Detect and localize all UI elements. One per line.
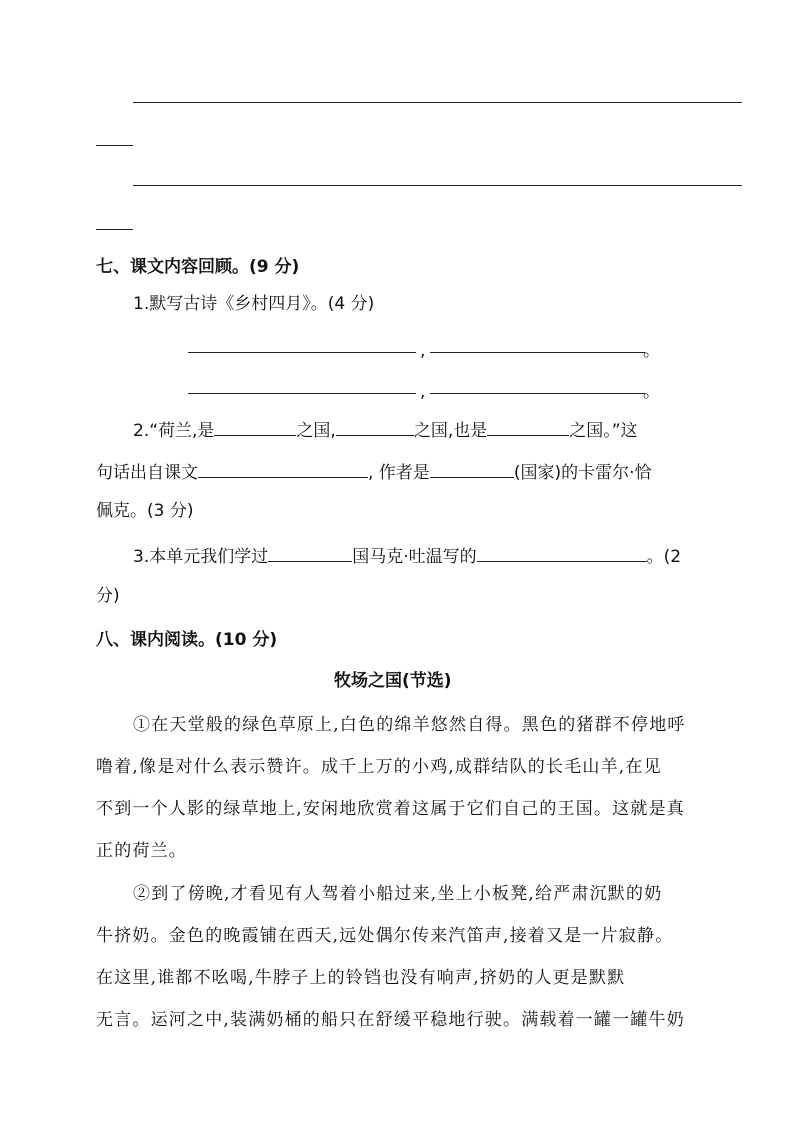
poem-blank-4[interactable] [430,393,645,394]
q3-text-2: 国马克·吐温写的 [352,547,477,567]
section-7-title: 七、课文内容回顾。(9 分) [96,257,300,277]
para2-line1: ②到了傍晚,才看见有人驾着小船过来,坐上小板凳,给严肃沉默的奶 [133,884,663,904]
q2-text-5: 句话出自课文 [96,463,198,483]
poem-period-2: 。 [643,382,660,402]
para2-line4: 无言。运河之中,装满奶桶的船只在舒缓平稳地行驶。满载着一罐一罐牛奶 [96,1010,686,1030]
q2-blank-3[interactable] [487,417,569,436]
q2-text-1: 2.“荷兰,是 [133,421,215,441]
passage-title: 牧场之国(节选) [334,671,452,691]
q3-line-1 [133,543,681,568]
q3-text-1: 3.本单元我们学过 [133,547,269,567]
q3-text-3: 。(2 [646,547,682,567]
poem-blank-3[interactable] [188,393,416,394]
q2-blank-1[interactable] [214,417,296,436]
q2-text-3: 之国,也是 [413,421,488,441]
q2-blank-2[interactable] [336,417,414,436]
q2-blank-4[interactable] [198,459,368,478]
para2-line3: 在这里,谁都不吆喝,牛脖子上的铃铛也没有响声,挤奶的人更是默默 [96,968,626,988]
q3-line-2: 分) [96,586,120,606]
poem-period-1: 。 [643,341,660,361]
poem-blank-1[interactable] [188,352,416,353]
q2-line-1 [133,417,638,442]
answer-line-2-tail[interactable] [96,229,133,230]
q3-blank-1[interactable] [268,543,352,562]
poem-blank-2[interactable] [430,352,645,353]
para1-line3: 不到一个人影的绿草地上,安闲地欣赏着这属于它们自己的王国。这就是真 [96,799,686,819]
answer-line-1-tail[interactable] [96,145,133,146]
q2-text-2: 之国, [296,421,336,441]
para2-line2: 牛挤奶。金色的晚霞铺在西天,远处偶尔传来汽笛声,接着又是一片寂静。 [96,926,674,946]
q2-line-2 [96,459,651,484]
para1-line4: 正的荷兰。 [96,841,187,861]
q2-text-7: (国家)的卡雷尔·恰 [513,463,652,483]
q3-blank-2[interactable] [477,543,647,562]
q2-line-3: 佩克。(3 分) [96,501,194,521]
q2-text-4: 之国。”这 [569,421,638,441]
q2-blank-5[interactable] [430,459,514,478]
poem-comma-2: , [420,382,426,402]
para1-line1: ①在天堂般的绿色草原上,白色的绵羊悠然自得。黑色的猪群不停地呼 [133,715,686,735]
q1-label: 1.默写古诗《乡村四月》。(4 分) [133,294,375,314]
answer-line-2[interactable] [133,185,742,186]
q2-text-6: , 作者是 [368,463,430,483]
section-8-title: 八、课内阅读。(10 分) [96,630,278,650]
answer-line-1[interactable] [133,102,742,103]
para1-line2: 噜着,像是对什么表示赞许。成千上万的小鸡,成群结队的长毛山羊,在见 [96,757,662,777]
poem-comma-1: , [420,341,426,361]
